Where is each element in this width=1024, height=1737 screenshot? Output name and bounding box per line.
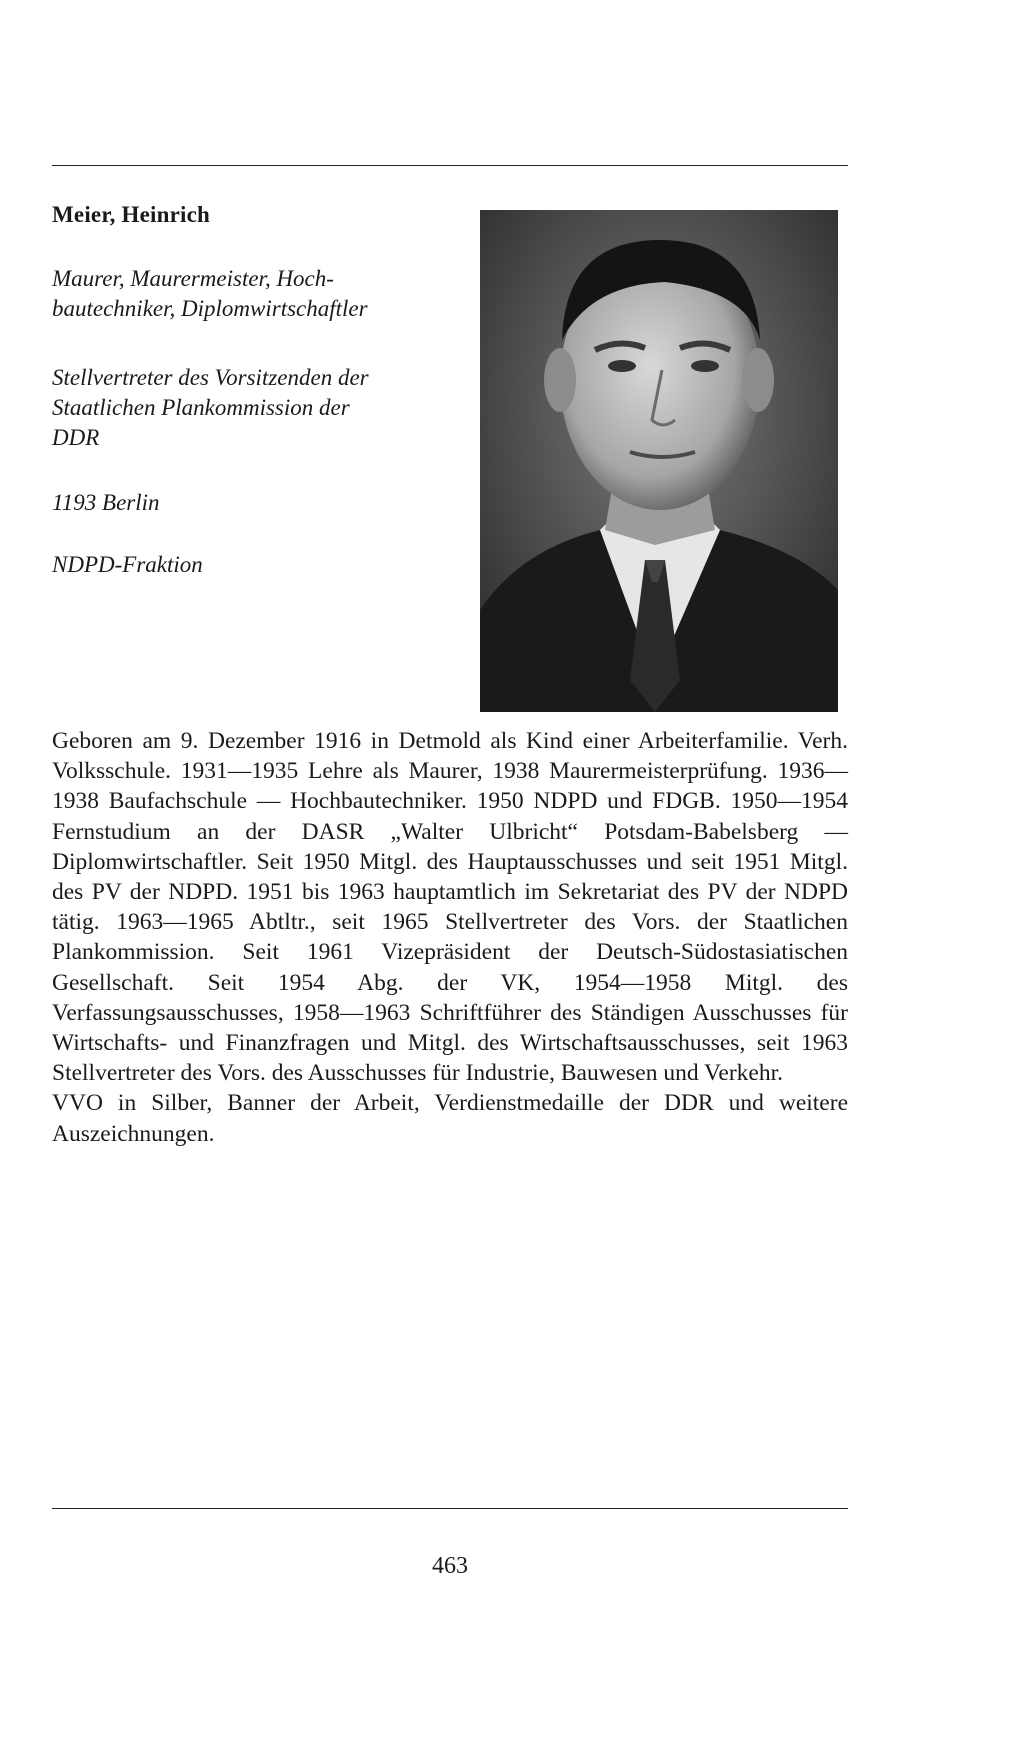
bottom-rule [52,1508,848,1509]
awards-paragraph: VVO in Silber, Banner der Arbeit, Verdienstmedaille der DDR und weitere Auszeichnungen. [52,1090,848,1147]
top-rule [52,165,848,166]
biography [52,726,848,1149]
biography-paragraph: Geboren am 9. Dezember 1916 in Detmold als Kind einer Arbeiterfamilie. Verh. Volksschule. 1931—1935 Lehre als Maurer, 1938 Maurermeisterprüfung. 1936—1938 Baufachschule — Hochbautechniker. 1950 NDPD und FDGB. 1950—1954 Fernstudium an der DASR „Walter Ulbricht“ Potsdam-Babelsberg — Diplomwirtschaftler. Seit 1950 Mitgl. des Hauptausschusses und seit 1951 Mitgl. des PV der NDPD. 1951 bis 1963 hauptamtlich im Sekretariat des PV der NDPD tätig. 1963—1965 Abtltr., seit 1965 Stellvertreter des Vors. der Staatlichen Plankommission. Seit 1961 Vizepräsident der Deutsch-Südostasiatischen Gesellschaft. Seit 1954 Abg. der VK, 1954—1958 Mitgl. des Verfassungsausschusses, 1958—1963 Schriftführer des Ständigen Ausschusses für Wirtschafts- und Finanzfragen und Mitgl. des Wirtschaftsausschusses, seit 1963 Stellvertreter des Vors. des Ausschusses für Industrie, Bauwesen und Verkehr. [52,728,848,1087]
person-name: Meier, Heinrich [52,202,210,227]
portrait-photo [480,210,838,712]
page-number: 463 [432,1553,468,1579]
position-text: Stellvertreter des Vorsitzenden der Staatlichen Plankommission der DDR [52,365,369,450]
faction-text: NDPD-Fraktion [52,552,203,577]
city-text: 1193 Berlin [52,490,160,515]
profession-text: Maurer, Maurermeister, Hoch- bautechniker, Diplomwirtschaftler [52,266,368,321]
